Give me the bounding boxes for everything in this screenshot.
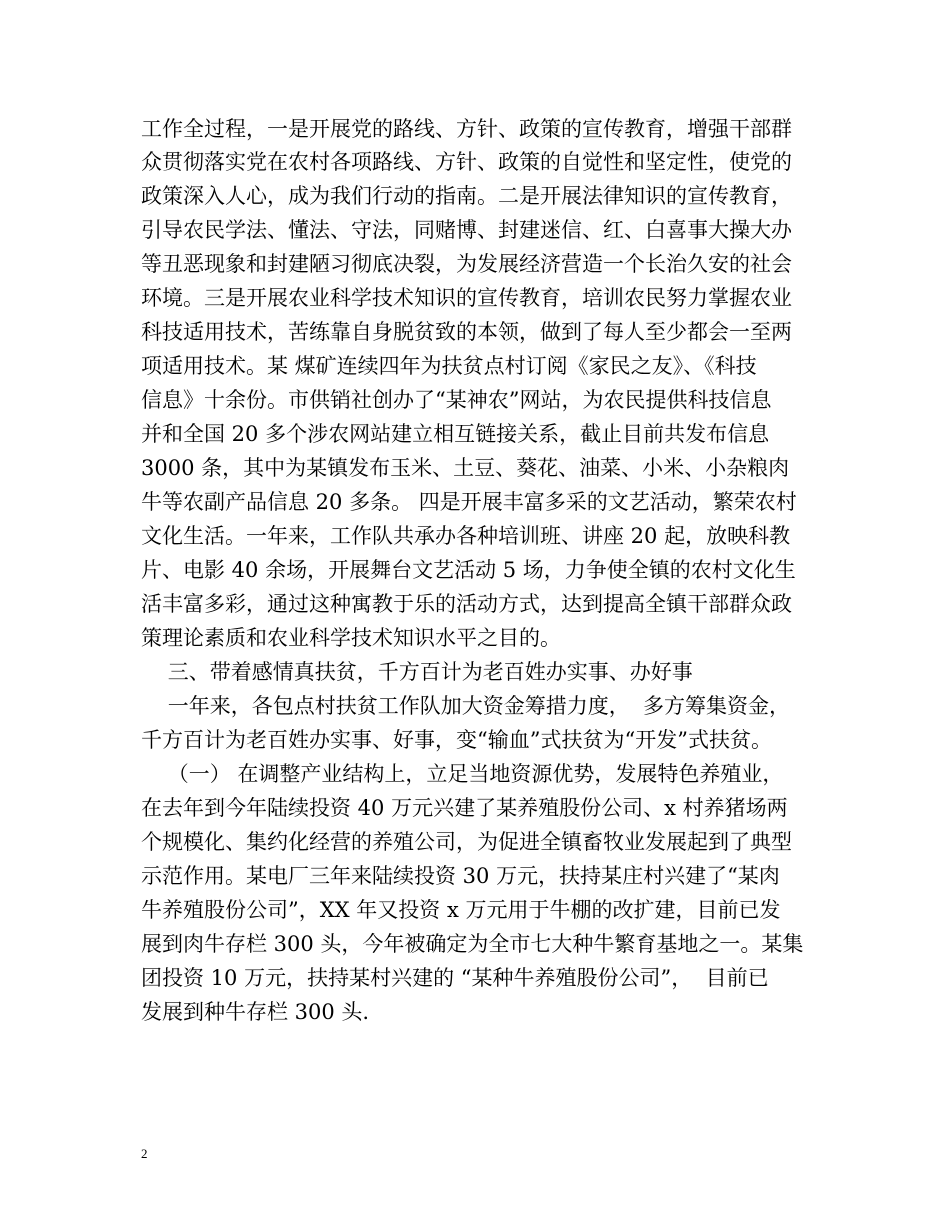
body-text-line: 工作全过程，一是开展党的路线、方针、政策的宣传教育，增强干部群 — [141, 117, 792, 141]
body-text-line: 牛等农副产品信息 20 多条。 四是开展丰富多采的文艺活动，繁荣农村 — [141, 490, 797, 514]
body-text-line: 一年来，各包点村扶贫工作队加大资金筹措力度， 多方筹集资金， — [141, 694, 791, 718]
body-text-line: 片、电影 40 余场，开展舞台文艺活动 5 场，力争使全镇的农村文化生 — [141, 558, 796, 582]
body-text-line: 活丰富多彩，通过这种寓教于乐的活动方式，达到提高全镇干部群众政 — [141, 592, 792, 616]
body-text-line: 引导农民学法、懂法、守法，同赌博、封建迷信、红、白喜事大操大办 — [141, 218, 792, 242]
body-text-line: 政策深入人心，成为我们行动的指南。二是开展法律知识的宣传教育， — [141, 184, 792, 208]
body-text-line: 并和全国 20 多个涉农网站建立相互链接关系，截止目前共发布信息 — [141, 422, 770, 446]
body-text-line: 在去年到今年陆续投资 40 万元兴建了某养殖股份公司、x 村养猪场两 — [141, 796, 788, 820]
body-text-line: 项适用技术。某 煤矿连续四年为扶贫点村订阅《家民之友》、《科技 — [141, 354, 757, 378]
body-text-line: 牛养殖股份公司”，XX 年又投资 x 万元用于牛棚的改扩建，目前已发 — [141, 898, 781, 922]
section-heading: 三、带着感情真扶贫，千方百计为老百姓办实事、办好事 — [141, 660, 693, 684]
body-text-line: 科技适用技术，苦练靠自身脱贫致的本领，做到了每人至少都会一至两 — [141, 320, 792, 344]
body-text-line: 众贯彻落实党在农村各项路线、方针、政策的自觉性和坚定性，使党的 — [141, 150, 792, 174]
body-text-line: 个规模化、集约化经营的养殖公司，为促进全镇畜牧业发展起到了典型 — [141, 830, 792, 854]
page-number: 2 — [141, 1146, 148, 1161]
body-text-line: 文化生活。一年来，工作队共承办各种培训班、讲座 20 起，放映科教 — [141, 524, 791, 548]
body-text-line: 展到肉牛存栏 300 头，今年被确定为全市七大种牛繁育基地之一。某集 — [141, 932, 804, 956]
body-text-line: 环境。三是开展农业科学技术知识的宣传教育，培训农民努力掌握农业 — [141, 286, 792, 310]
body-text-line: 千方百计为老百姓办实事、好事，变“输血”式扶贫为“开发”式扶贫。 — [141, 728, 772, 752]
body-text-line: 团投资 10 万元，扶持某村兴建的 “某种牛养殖股份公司”， 目前已 — [141, 966, 769, 990]
body-text-line: 3000 条，其中为某镇发布玉米、土豆、葵花、油菜、小米、小杂粮肉 — [141, 456, 790, 480]
body-text-line: 发展到种牛存栏 300 头. — [141, 1000, 370, 1024]
body-text-line: 策理论素质和农业科学技术知识水平之目的。 — [141, 626, 561, 650]
body-text-line: 示范作用。某电厂三年来陆续投资 30 万元，扶持某庄村兴建了“某肉 — [141, 864, 780, 888]
body-text-line: 等丑恶现象和封建陋习彻底决裂，为发展经济营造一个长治久安的社会 — [141, 252, 792, 276]
body-text-line: （一） 在调整产业结构上，立足当地资源优势，发展特色养殖业， — [141, 762, 784, 786]
body-text-line: 信息》十余份。市供销社创办了“某神农”网站，为农民提供科技信息 — [141, 388, 772, 412]
